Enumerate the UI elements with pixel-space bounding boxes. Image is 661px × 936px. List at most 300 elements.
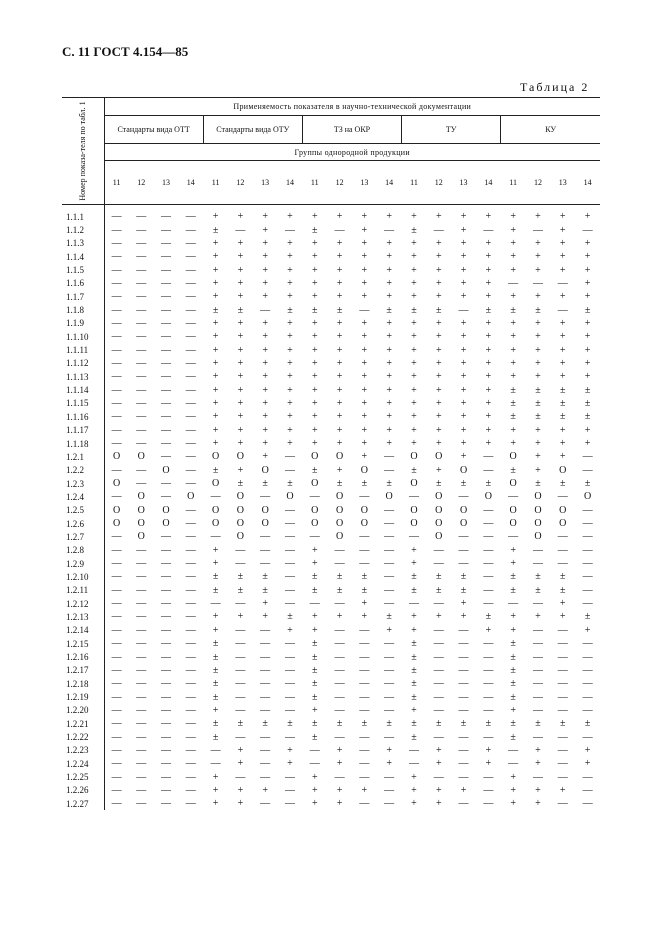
applicability-cell: — — [483, 544, 494, 556]
applicability-cell: — — [557, 731, 568, 743]
applicability-cell: ± — [411, 718, 417, 730]
applicability-cell: — — [384, 784, 395, 796]
applicability-cell: — — [458, 798, 469, 810]
applicability-cell: — — [185, 411, 196, 423]
applicability-cell: ± — [510, 411, 516, 423]
applicability-cell: O — [162, 504, 170, 516]
applicability-cell: — — [309, 744, 320, 756]
applicability-cell: — — [557, 771, 568, 783]
applicability-cell: ± — [535, 411, 541, 423]
applicability-cell: ± — [336, 718, 343, 730]
row-id: 1.1.18 — [62, 437, 104, 450]
row-id: 1.1.4 — [62, 250, 104, 263]
applicability-cell: + — [460, 357, 467, 369]
applicability-cell: + — [411, 277, 417, 289]
applicability-cell: ± — [460, 478, 467, 490]
row-id: 1.2.1 — [62, 450, 104, 463]
applicability-cell: ± — [312, 691, 318, 703]
applicability-cell: — — [111, 291, 122, 303]
applicability-cell: + — [460, 411, 467, 423]
table-row — [62, 530, 600, 543]
applicability-cell: — — [160, 611, 171, 623]
applicability-cell: — — [483, 598, 494, 610]
applicability-cell: — — [185, 704, 196, 716]
row-id: 1.1.6 — [62, 277, 104, 290]
applicability-cell: — — [458, 624, 469, 636]
row-id: 1.2.26 — [62, 784, 104, 797]
applicability-cell: — — [185, 357, 196, 369]
applicability-cell: ± — [212, 678, 219, 690]
applicability-cell: — — [557, 638, 568, 650]
applicability-cell: — — [235, 771, 246, 783]
applicability-cell: ± — [287, 304, 293, 316]
applicability-cell: — — [284, 691, 295, 703]
applicability-cell: + — [510, 237, 516, 249]
row-id: 1.2.9 — [62, 557, 104, 570]
row-id: 1.2.22 — [62, 730, 104, 743]
applicability-cell: ± — [510, 664, 516, 676]
table-row — [62, 717, 600, 730]
applicability-cell: — — [483, 451, 494, 463]
applicability-cell: ± — [287, 718, 293, 730]
applicability-cell: ± — [584, 611, 591, 623]
applicability-cell: + — [361, 438, 368, 450]
applicability-cell: — — [160, 544, 171, 556]
applicability-cell: — — [260, 624, 271, 636]
applicability-cell: + — [212, 237, 219, 249]
applicability-cell: ± — [336, 478, 343, 490]
applicability-cell: + — [361, 371, 368, 383]
applicability-cell: + — [262, 451, 268, 463]
applicability-cell: — — [582, 531, 593, 543]
applicability-cell: ± — [312, 464, 318, 476]
row-id: 1.2.6 — [62, 517, 104, 530]
applicability-cell: O — [459, 464, 468, 476]
applicability-cell: — — [185, 317, 196, 329]
applicability-cell: + — [311, 411, 318, 423]
applicability-cell: — — [160, 277, 171, 289]
applicability-cell: ± — [237, 584, 244, 596]
applicability-cell: O — [113, 518, 121, 530]
applicability-cell: — — [557, 277, 568, 289]
applicability-cell: — — [582, 651, 593, 663]
applicability-cell: — — [136, 651, 147, 663]
applicability-cell: — — [111, 664, 122, 676]
applicability-cell: + — [535, 438, 541, 450]
applicability-cell: + — [386, 264, 392, 276]
applicability-cell: O — [385, 491, 393, 503]
applicability-cell: + — [212, 544, 219, 556]
table-row — [62, 650, 600, 663]
applicability-cell: ± — [411, 691, 417, 703]
applicability-cell: — — [260, 304, 271, 316]
row-id: 1.1.7 — [62, 290, 104, 303]
table-row — [62, 624, 600, 637]
applicability-cell: + — [584, 424, 591, 436]
row-id: 1.2.19 — [62, 690, 104, 703]
applicability-cell: O — [509, 518, 517, 530]
applicability-cell: — — [557, 691, 568, 703]
applicability-cell: — — [185, 211, 196, 223]
applicability-cell: + — [460, 237, 467, 249]
applicability-cell: + — [311, 291, 318, 303]
applicability-cell: O — [459, 504, 468, 516]
applicability-cell: ± — [510, 678, 516, 690]
table-row — [62, 397, 600, 410]
applicability-cell: — — [334, 558, 345, 570]
applicability-cell: ± — [312, 584, 318, 596]
applicability-cell: + — [287, 758, 293, 770]
applicability-cell: + — [559, 371, 566, 383]
applicability-cell: — — [136, 384, 147, 396]
applicability-cell: O — [335, 491, 344, 503]
applicability-cell: ± — [212, 664, 219, 676]
applicability-cell: — — [136, 371, 147, 383]
applicability-cell: + — [510, 544, 516, 556]
applicability-cell: + — [336, 438, 343, 450]
applicability-cell: — — [111, 371, 122, 383]
applicability-cell: + — [361, 224, 368, 236]
applicability-cell: + — [386, 237, 392, 249]
group-code-header: 11 — [203, 161, 228, 205]
applicability-cell: + — [311, 544, 318, 556]
applicability-cell: — — [160, 264, 171, 276]
applicability-cell: — — [136, 224, 147, 236]
applicability-cell: — — [359, 558, 370, 570]
applicability-cell: O — [236, 451, 244, 463]
applicability-cell: — — [160, 704, 171, 716]
applicability-cell: + — [485, 397, 492, 409]
applicability-cell: + — [460, 397, 467, 409]
row-id: 1.2.4 — [62, 490, 104, 503]
applicability-cell: ± — [436, 304, 442, 316]
applicability-cell: — — [185, 664, 196, 676]
applicability-cell: + — [435, 331, 442, 343]
group-code-header: 14 — [575, 161, 600, 205]
applicability-cell: — — [334, 544, 345, 556]
applicability-cell: — — [384, 651, 395, 663]
applicability-cell: + — [460, 598, 467, 610]
applicability-cell: ± — [212, 731, 219, 743]
applicability-cell: + — [386, 384, 392, 396]
applicability-cell: — — [582, 464, 593, 476]
applicability-cell: — — [384, 731, 395, 743]
applicability-cell: — — [185, 678, 196, 690]
applicability-cell: — — [334, 651, 345, 663]
applicability-cell: ± — [535, 384, 541, 396]
applicability-cell: ± — [212, 571, 219, 583]
applicability-cell: + — [584, 237, 591, 249]
applicability-cell: O — [459, 518, 468, 530]
applicability-cell: + — [535, 211, 541, 223]
applicability-cell: — — [557, 304, 568, 316]
applicability-cell: + — [361, 424, 368, 436]
applicability-cell: + — [237, 317, 244, 329]
applicability-cell: + — [559, 331, 566, 343]
applicability-cell: — — [185, 371, 196, 383]
applicability-cell: + — [559, 251, 566, 263]
applicability-cell: — — [210, 598, 221, 610]
applicability-cell: ± — [559, 571, 566, 583]
applicability-cell: — — [136, 411, 147, 423]
applicability-cell: ± — [411, 638, 417, 650]
applicability-cell: O — [360, 464, 368, 476]
applicability-cell: + — [336, 331, 343, 343]
applicability-cell: O — [311, 478, 319, 490]
applicability-cell: — — [334, 691, 345, 703]
applicability-cell: — — [136, 558, 147, 570]
table-title: Таблица 2 — [520, 80, 590, 94]
row-id: 1.1.10 — [62, 330, 104, 343]
applicability-cell: + — [535, 264, 541, 276]
applicability-cell: — — [284, 798, 295, 810]
applicability-cell: + — [287, 371, 293, 383]
applicability-cell: ± — [510, 731, 516, 743]
applicability-cell: + — [237, 424, 244, 436]
applicability-cell: + — [535, 798, 541, 810]
applicability-cell: + — [411, 344, 417, 356]
applicability-cell: + — [435, 317, 442, 329]
row-id: 1.1.15 — [62, 397, 104, 410]
applicability-cell: + — [262, 784, 268, 796]
applicability-cell: — — [582, 798, 593, 810]
applicability-cell: — — [408, 531, 419, 543]
applicability-cell: — — [185, 584, 196, 596]
applicability-cell: + — [212, 558, 219, 570]
applicability-cell: + — [262, 384, 268, 396]
applicability-cell: + — [411, 771, 417, 783]
applicability-cell: + — [460, 611, 467, 623]
applicability-cell: ± — [212, 691, 219, 703]
table-row — [62, 223, 600, 236]
applicability-cell: + — [411, 384, 417, 396]
applicability-cell: + — [584, 317, 591, 329]
applicability-cell: — — [136, 624, 147, 636]
applicability-cell: + — [212, 277, 219, 289]
row-id: 1.2.5 — [62, 504, 104, 517]
applicability-cell: + — [237, 331, 244, 343]
applicability-cell: — — [359, 531, 370, 543]
applicability-cell: — — [260, 704, 271, 716]
applicability-cell: — — [160, 424, 171, 436]
applicability-cell: — — [384, 571, 395, 583]
applicability-cell: + — [510, 357, 516, 369]
applicability-cell: — — [582, 731, 593, 743]
applicability-cell: + — [336, 758, 343, 770]
applicability-cell: O — [261, 464, 269, 476]
applicability-cell: + — [584, 211, 591, 223]
applicability-cell: + — [361, 317, 368, 329]
row-id: 1.2.23 — [62, 744, 104, 757]
applicability-cell: — — [458, 678, 469, 690]
applicability-cell: + — [435, 611, 442, 623]
applicability-cell: + — [237, 291, 244, 303]
applicability-cell: — — [384, 678, 395, 690]
table-row — [62, 450, 600, 463]
applicability-cell: — — [433, 624, 444, 636]
document-type-header: Стандарты вида ОТУ — [203, 116, 302, 144]
applicability-cell: — — [160, 304, 171, 316]
applicability-cell: — — [136, 237, 147, 249]
applicability-cell: O — [435, 531, 443, 543]
applicability-cell: + — [535, 371, 541, 383]
applicability-cell: — — [111, 264, 122, 276]
applicability-cell: + — [386, 317, 392, 329]
applicability-cell: + — [411, 331, 417, 343]
applicability-cell: — — [532, 691, 543, 703]
applicability-cell: — — [185, 451, 196, 463]
applicability-cell: — — [260, 744, 271, 756]
applicability-cell: — — [384, 224, 395, 236]
applicability-cell: — — [111, 331, 122, 343]
applicability-cell: + — [559, 317, 566, 329]
applicability-cell: + — [584, 291, 591, 303]
applicability-cell: — — [532, 277, 543, 289]
applicability-cell: + — [435, 424, 442, 436]
table-row — [62, 464, 600, 477]
applicability-cell: ± — [510, 397, 516, 409]
applicability-cell: — — [136, 317, 147, 329]
applicability-cell: — — [160, 784, 171, 796]
applicability-cell: — — [136, 291, 147, 303]
applicability-cell: + — [535, 424, 541, 436]
applicability-cell: + — [460, 264, 467, 276]
applicability-cell: — — [235, 544, 246, 556]
applicability-cell: — — [557, 744, 568, 756]
applicability-cell: + — [386, 411, 392, 423]
table-row — [62, 544, 600, 557]
applicability-cell: — — [160, 211, 171, 223]
applicability-cell: — — [359, 664, 370, 676]
applicability-cell: — — [136, 357, 147, 369]
applicability-cell: — — [260, 798, 271, 810]
applicability-cell: + — [336, 277, 343, 289]
applicability-cell: — — [458, 304, 469, 316]
group-code-header: 13 — [451, 161, 476, 205]
applicability-cell: — — [111, 464, 122, 476]
applicability-cell: — — [136, 678, 147, 690]
applicability-cell: + — [435, 758, 442, 770]
applicability-cell: — — [136, 784, 147, 796]
applicability-cell: — — [284, 664, 295, 676]
applicability-cell: — — [111, 438, 122, 450]
applicability-cell: + — [361, 598, 368, 610]
group-code-header: 12 — [426, 161, 451, 205]
applicability-cell: — — [235, 638, 246, 650]
applicability-cell: — — [483, 731, 494, 743]
applicability-cell: + — [460, 344, 467, 356]
applicability-cell: — — [185, 237, 196, 249]
applicability-cell: — — [185, 758, 196, 770]
applicability-cell: O — [311, 451, 319, 463]
applicability-cell: + — [311, 624, 318, 636]
applicability-cell: + — [262, 598, 268, 610]
applicability-cell: — — [260, 638, 271, 650]
table-row — [62, 570, 600, 583]
applicability-cell: + — [311, 317, 318, 329]
applicability-cell: + — [435, 264, 442, 276]
applicability-cell: O — [410, 518, 418, 530]
row-id: 1.1.14 — [62, 383, 104, 396]
applicability-cell: — — [185, 784, 196, 796]
applicability-cell: — — [433, 771, 444, 783]
applicability-cell: + — [386, 291, 392, 303]
applicability-cell: O — [187, 491, 195, 503]
applicability-cell: — — [111, 251, 122, 263]
applicability-cell: + — [237, 744, 244, 756]
applicability-cell: — — [136, 251, 147, 263]
applicability-cell: — — [284, 451, 295, 463]
applicability-cell: — — [458, 544, 469, 556]
applicability-cell: — — [532, 224, 543, 236]
applicability-cell: O — [509, 478, 517, 490]
applicability-cell: — — [359, 758, 370, 770]
applicability-cell: + — [336, 744, 343, 756]
applicability-cell: — — [284, 504, 295, 516]
applicability-cell: + — [212, 317, 219, 329]
applicability-cell: — — [111, 571, 122, 583]
table-row — [62, 637, 600, 650]
row-number-header — [62, 98, 104, 205]
applicability-cell: — — [408, 598, 419, 610]
applicability-cell: — — [483, 504, 494, 516]
applicability-cell: — — [160, 678, 171, 690]
row-id: 1.1.5 — [62, 263, 104, 276]
applicability-cell: — — [508, 598, 519, 610]
applicability-cell: + — [386, 624, 392, 636]
applicability-cell: + — [361, 251, 368, 263]
applicability-cell: — — [111, 411, 122, 423]
applicability-cell: + — [212, 784, 219, 796]
applicability-cell: — — [185, 224, 196, 236]
group-code-header: 12 — [327, 161, 352, 205]
applicability-cell: — — [458, 704, 469, 716]
applicability-cell: ± — [510, 718, 516, 730]
applicability-cell: + — [237, 798, 244, 810]
applicability-cell: — — [160, 691, 171, 703]
applicability-cell: O — [236, 531, 244, 543]
applicability-cell: + — [237, 344, 244, 356]
table-row — [62, 770, 600, 783]
document-types-row — [62, 116, 600, 144]
applicability-cell: — — [284, 678, 295, 690]
applicability-cell: — — [111, 624, 122, 636]
applicability-cell: — — [433, 544, 444, 556]
applicability-cell: — — [458, 651, 469, 663]
applicability-cell: — — [111, 784, 122, 796]
applicability-cell: + — [237, 758, 244, 770]
applicability-cell: — — [582, 518, 593, 530]
applicability-cell: — — [185, 571, 196, 583]
applicability-cell: — — [136, 211, 147, 223]
applicability-cell: + — [361, 411, 368, 423]
applicability-cell: — — [433, 731, 444, 743]
applicability-cell: + — [311, 704, 318, 716]
applicability-cell: — — [185, 264, 196, 276]
applicability-cell: + — [237, 371, 244, 383]
applicability-cell: — — [284, 464, 295, 476]
applicability-cell: O — [211, 478, 220, 490]
applicability-cell: O — [534, 531, 542, 543]
applicability-cell: — — [111, 611, 122, 623]
applicability-cell: O — [162, 464, 170, 476]
applicability-cell: O — [335, 531, 344, 543]
applicability-cell: — — [160, 251, 171, 263]
row-id: 1.1.13 — [62, 370, 104, 383]
applicability-cell: + — [435, 784, 442, 796]
applicability-cell: — — [384, 518, 395, 530]
applicability-cell: — — [359, 304, 370, 316]
